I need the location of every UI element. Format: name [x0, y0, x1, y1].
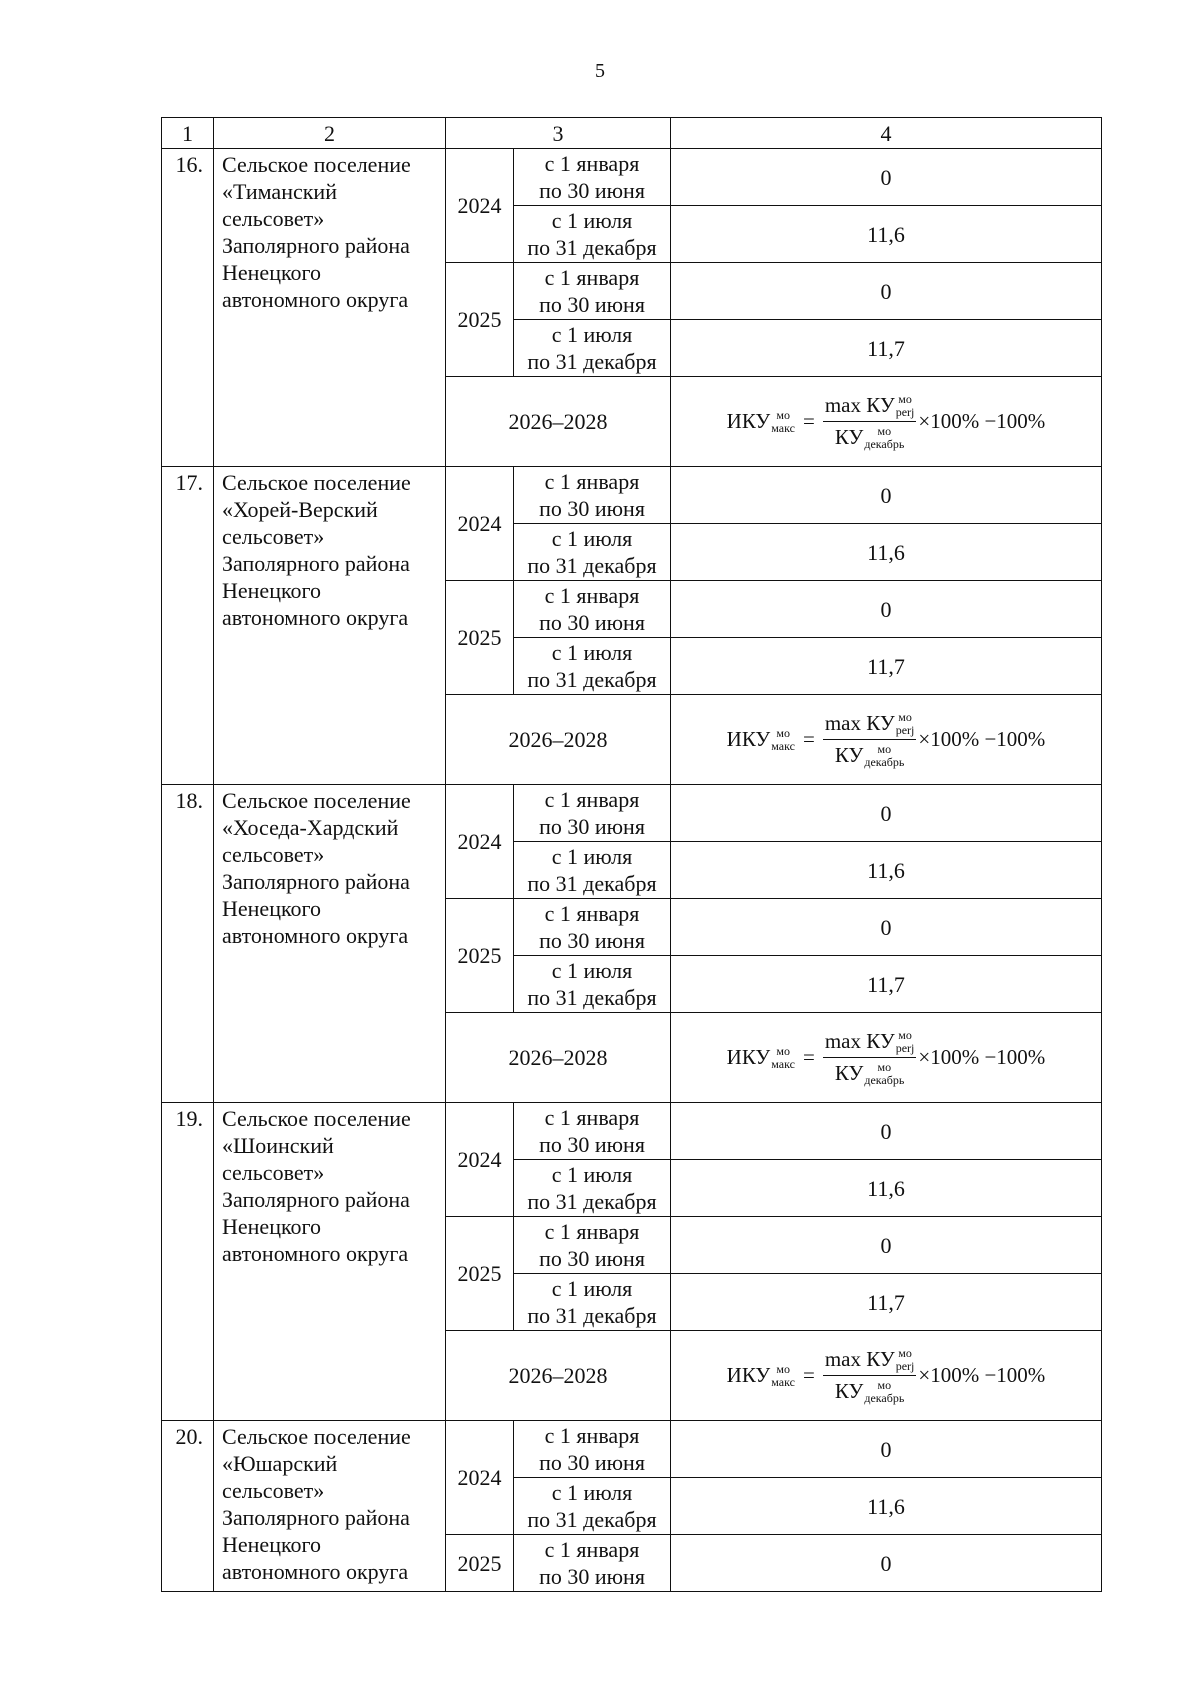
period-start: с 1 июля: [551, 208, 633, 233]
settlement-name-line: Сельское поселение: [222, 152, 411, 177]
formula-lhs-sub: макс: [771, 420, 795, 435]
formula-den-sub: декабрь: [864, 1390, 905, 1405]
year-cell: 2025: [446, 581, 514, 695]
formula-denominator: [835, 1058, 904, 1087]
formula-den-indices: [864, 1379, 904, 1405]
table-row: [162, 1421, 1102, 1478]
value-cell: 11,7: [671, 638, 1102, 695]
formula-lhs-indices: [771, 1045, 795, 1071]
formula-lhs-indices: [771, 1363, 795, 1389]
row-number: 20.: [162, 1421, 214, 1592]
formula-den-indices: [864, 743, 904, 769]
formula-den-sub: декабрь: [864, 1072, 905, 1087]
formula-numerator: [823, 1346, 917, 1376]
formula-num-sub: perj: [895, 722, 915, 737]
table-row: [162, 149, 1102, 206]
year-cell: 2024: [446, 1421, 514, 1535]
formula-den-indices: [864, 425, 904, 451]
period-cell: [514, 524, 671, 581]
value-cell: 0: [671, 899, 1102, 956]
year-range-cell: 2026–2028: [446, 695, 671, 785]
settlement-name: [214, 1103, 446, 1421]
formula-lhs: [727, 408, 795, 435]
period-cell: [514, 1421, 671, 1478]
period-cell: [514, 1274, 671, 1331]
header-col-3: 3: [446, 118, 671, 149]
value-cell: 0: [671, 785, 1102, 842]
settlement-name-line: автономного округа: [222, 605, 409, 630]
year-cell: 2025: [446, 1535, 514, 1592]
settlement-name-line: Заполярного района: [222, 233, 410, 258]
formula-lhs-sup: мо: [776, 407, 790, 422]
formula-fraction: [823, 1346, 917, 1405]
settlement-name-line: сельсовет»: [222, 842, 325, 867]
formula-num-sub: perj: [895, 404, 915, 419]
period-start: с 1 января: [544, 1219, 640, 1244]
period-end: по 31 декабря: [527, 349, 657, 374]
settlement-name-line: Заполярного района: [222, 551, 410, 576]
tariff-table: [161, 117, 1102, 1592]
formula-denominator: [835, 1376, 904, 1405]
settlement-name: [214, 149, 446, 467]
settlement-name-line: «Шоинский: [222, 1133, 334, 1158]
period-start: с 1 января: [544, 583, 640, 608]
value-cell: 11,6: [671, 842, 1102, 899]
period-start: с 1 июля: [551, 844, 633, 869]
period-start: с 1 января: [544, 469, 640, 494]
period-cell: [514, 263, 671, 320]
page-number: 5: [595, 60, 605, 82]
formula: [671, 1346, 1101, 1405]
settlement-name-line: Ненецкого: [222, 1214, 322, 1239]
formula-den-sup: мо: [877, 423, 892, 438]
value-cell: 11,6: [671, 1478, 1102, 1535]
period-end: по 31 декабря: [527, 667, 657, 692]
formula-lhs-sub: макс: [771, 738, 795, 753]
value-cell: 11,7: [671, 320, 1102, 377]
settlement-name-line: Сельское поселение: [222, 470, 411, 495]
formula-equals: =: [803, 1045, 815, 1069]
formula-fraction: [823, 710, 917, 769]
period-start: с 1 июля: [551, 958, 633, 983]
period-end: по 31 декабря: [527, 1303, 657, 1328]
value-cell: 0: [671, 1103, 1102, 1160]
formula-den-sup: мо: [877, 1059, 892, 1074]
period-start: с 1 июля: [551, 526, 633, 551]
settlement-name: [214, 467, 446, 785]
period-cell: [514, 638, 671, 695]
period-end: по 30 июня: [539, 1450, 645, 1475]
formula-num-sup: мо: [898, 1345, 912, 1360]
year-range-cell: 2026–2028: [446, 1331, 671, 1421]
formula-num-indices: [896, 1347, 915, 1373]
formula-num-indices: [896, 393, 915, 419]
settlement-name-line: Ненецкого: [222, 578, 322, 603]
period-start: с 1 января: [544, 901, 640, 926]
value-cell: 0: [671, 149, 1102, 206]
year-cell: 2024: [446, 149, 514, 263]
formula-lhs-sub: макс: [771, 1374, 795, 1389]
value-cell: 0: [671, 581, 1102, 638]
settlement-name: [214, 1421, 446, 1592]
formula-lhs-sup: мо: [776, 1361, 790, 1376]
year-cell: 2025: [446, 263, 514, 377]
formula-cell: [671, 1013, 1102, 1103]
settlement-name-line: Ненецкого: [222, 1532, 322, 1557]
settlement-name-line: автономного округа: [222, 1559, 409, 1584]
period-cell: [514, 1217, 671, 1274]
formula: [671, 1028, 1101, 1087]
formula-lhs-sup: мо: [776, 725, 790, 740]
year-cell: 2024: [446, 785, 514, 899]
table-row: [162, 785, 1102, 842]
period-cell: [514, 467, 671, 524]
period-start: с 1 января: [544, 787, 640, 812]
header-row: [162, 118, 1102, 149]
table-row: [162, 1103, 1102, 1160]
formula-tail: ×100% −100%: [918, 727, 1046, 751]
value-cell: 11,6: [671, 1160, 1102, 1217]
formula-den-sub: декабрь: [864, 436, 905, 451]
formula-num-sub: perj: [895, 1358, 915, 1373]
period-cell: [514, 1103, 671, 1160]
value-cell: 11,6: [671, 524, 1102, 581]
period-end: по 30 июня: [539, 178, 645, 203]
formula-lhs-symbol: ИКУ: [726, 727, 771, 751]
value-cell: 11,7: [671, 956, 1102, 1013]
period-cell: [514, 899, 671, 956]
value-cell: 0: [671, 263, 1102, 320]
formula-cell: [671, 695, 1102, 785]
value-cell: 0: [671, 467, 1102, 524]
formula-num-text: max КУ: [824, 1029, 895, 1053]
settlement-name-line: Ненецкого: [222, 896, 322, 921]
period-end: по 30 июня: [539, 610, 645, 635]
formula-lhs-sup: мо: [776, 1043, 790, 1058]
formula-num-text: max КУ: [824, 393, 895, 417]
header-col-1: 1: [162, 118, 214, 149]
formula-lhs-symbol: ИКУ: [726, 409, 771, 433]
formula-numerator: [823, 392, 917, 422]
period-start: с 1 января: [544, 1105, 640, 1130]
period-start: с 1 января: [544, 151, 640, 176]
formula-den-text: КУ: [834, 1379, 864, 1403]
row-number: 17.: [162, 467, 214, 785]
settlement-name-line: автономного округа: [222, 287, 409, 312]
formula-den-text: КУ: [834, 1061, 864, 1085]
row-number: 18.: [162, 785, 214, 1103]
period-start: с 1 июля: [551, 322, 633, 347]
period-cell: [514, 1535, 671, 1592]
formula-numerator: [823, 1028, 917, 1058]
formula-equals: =: [803, 727, 815, 751]
period-end: по 30 июня: [539, 496, 645, 521]
formula-equals: =: [803, 1363, 815, 1387]
year-cell: 2025: [446, 1217, 514, 1331]
settlement-name-line: автономного округа: [222, 1241, 409, 1266]
formula-num-sup: мо: [898, 709, 912, 724]
settlement-name-line: сельсовет»: [222, 1478, 325, 1503]
settlement-name-line: Сельское поселение: [222, 1106, 411, 1131]
header-col-2: 2: [214, 118, 446, 149]
settlement-name-line: сельсовет»: [222, 206, 325, 231]
formula-den-indices: [864, 1061, 904, 1087]
formula-den-sup: мо: [877, 741, 892, 756]
formula-tail: ×100% −100%: [918, 1045, 1046, 1069]
period-cell: [514, 842, 671, 899]
row-number: 19.: [162, 1103, 214, 1421]
settlement-name-line: Сельское поселение: [222, 1424, 411, 1449]
period-cell: [514, 956, 671, 1013]
period-start: с 1 января: [544, 1537, 640, 1562]
settlement-name-line: сельсовет»: [222, 1160, 325, 1185]
formula-lhs: [727, 1044, 795, 1071]
formula-num-indices: [896, 711, 915, 737]
year-range-cell: 2026–2028: [446, 377, 671, 467]
value-cell: 11,7: [671, 1274, 1102, 1331]
settlement-name-line: Заполярного района: [222, 1505, 410, 1530]
year-cell: 2025: [446, 899, 514, 1013]
period-cell: [514, 581, 671, 638]
period-start: с 1 июля: [551, 1480, 633, 1505]
formula-num-sub: perj: [895, 1040, 915, 1055]
period-end: по 31 декабря: [527, 553, 657, 578]
settlement-name-line: Ненецкого: [222, 260, 322, 285]
formula-fraction: [823, 392, 917, 451]
settlement-name: [214, 785, 446, 1103]
value-cell: 0: [671, 1217, 1102, 1274]
formula-tail: ×100% −100%: [918, 1363, 1046, 1387]
formula-cell: [671, 377, 1102, 467]
period-cell: [514, 1478, 671, 1535]
period-end: по 30 июня: [539, 814, 645, 839]
period-end: по 31 декабря: [527, 985, 657, 1010]
settlement-name-line: Сельское поселение: [222, 788, 411, 813]
settlement-name-line: «Хорей-Верский: [222, 497, 378, 522]
period-start: с 1 июля: [551, 1276, 633, 1301]
formula: [671, 710, 1101, 769]
formula-numerator: [823, 710, 917, 740]
formula-lhs: [727, 1362, 795, 1389]
formula-equals: =: [803, 409, 815, 433]
period-start: с 1 июля: [551, 640, 633, 665]
value-cell: 11,6: [671, 206, 1102, 263]
period-end: по 31 декабря: [527, 235, 657, 260]
year-range-cell: 2026–2028: [446, 1013, 671, 1103]
formula-lhs-sub: макс: [771, 1056, 795, 1071]
formula-lhs-symbol: ИКУ: [726, 1363, 771, 1387]
formula-lhs-symbol: ИКУ: [726, 1045, 771, 1069]
formula-den-sub: декабрь: [864, 754, 905, 769]
row-number: 16.: [162, 149, 214, 467]
formula-num-indices: [896, 1029, 915, 1055]
formula-fraction: [823, 1028, 917, 1087]
period-cell: [514, 320, 671, 377]
formula-lhs-indices: [771, 409, 795, 435]
settlement-name-line: «Юшарский: [222, 1451, 338, 1476]
period-end: по 31 декабря: [527, 1507, 657, 1532]
period-end: по 30 июня: [539, 928, 645, 953]
formula-cell: [671, 1331, 1102, 1421]
formula-tail: ×100% −100%: [918, 409, 1046, 433]
period-end: по 30 июня: [539, 1246, 645, 1271]
period-end: по 31 декабря: [527, 871, 657, 896]
period-cell: [514, 149, 671, 206]
period-start: с 1 января: [544, 265, 640, 290]
formula: [671, 392, 1101, 451]
period-cell: [514, 206, 671, 263]
year-cell: 2024: [446, 1103, 514, 1217]
settlement-name-line: Заполярного района: [222, 869, 410, 894]
period-end: по 30 июня: [539, 1132, 645, 1157]
formula-num-sup: мо: [898, 1027, 912, 1042]
period-cell: [514, 785, 671, 842]
value-cell: 0: [671, 1535, 1102, 1592]
formula-den-sup: мо: [877, 1377, 892, 1392]
formula-num-text: max КУ: [824, 1347, 895, 1371]
settlement-name-line: Заполярного района: [222, 1187, 410, 1212]
formula-num-text: max КУ: [824, 711, 895, 735]
period-start: с 1 июля: [551, 1162, 633, 1187]
settlement-name-line: «Тиманский: [222, 179, 337, 204]
period-end: по 30 июня: [539, 292, 645, 317]
formula-den-text: КУ: [834, 425, 864, 449]
formula-lhs: [727, 726, 795, 753]
formula-lhs-indices: [771, 727, 795, 753]
formula-den-text: КУ: [834, 743, 864, 767]
settlement-name-line: автономного округа: [222, 923, 409, 948]
formula-num-sup: мо: [898, 391, 912, 406]
header-col-4: 4: [671, 118, 1102, 149]
period-start: с 1 января: [544, 1423, 640, 1448]
formula-denominator: [835, 422, 904, 451]
table-row: [162, 467, 1102, 524]
period-cell: [514, 1160, 671, 1217]
settlement-name-line: сельсовет»: [222, 524, 325, 549]
period-end: по 30 июня: [539, 1564, 645, 1589]
settlement-name-line: «Хоседа-Хардский: [222, 815, 399, 840]
value-cell: 0: [671, 1421, 1102, 1478]
year-cell: 2024: [446, 467, 514, 581]
period-end: по 31 декабря: [527, 1189, 657, 1214]
formula-denominator: [835, 740, 904, 769]
